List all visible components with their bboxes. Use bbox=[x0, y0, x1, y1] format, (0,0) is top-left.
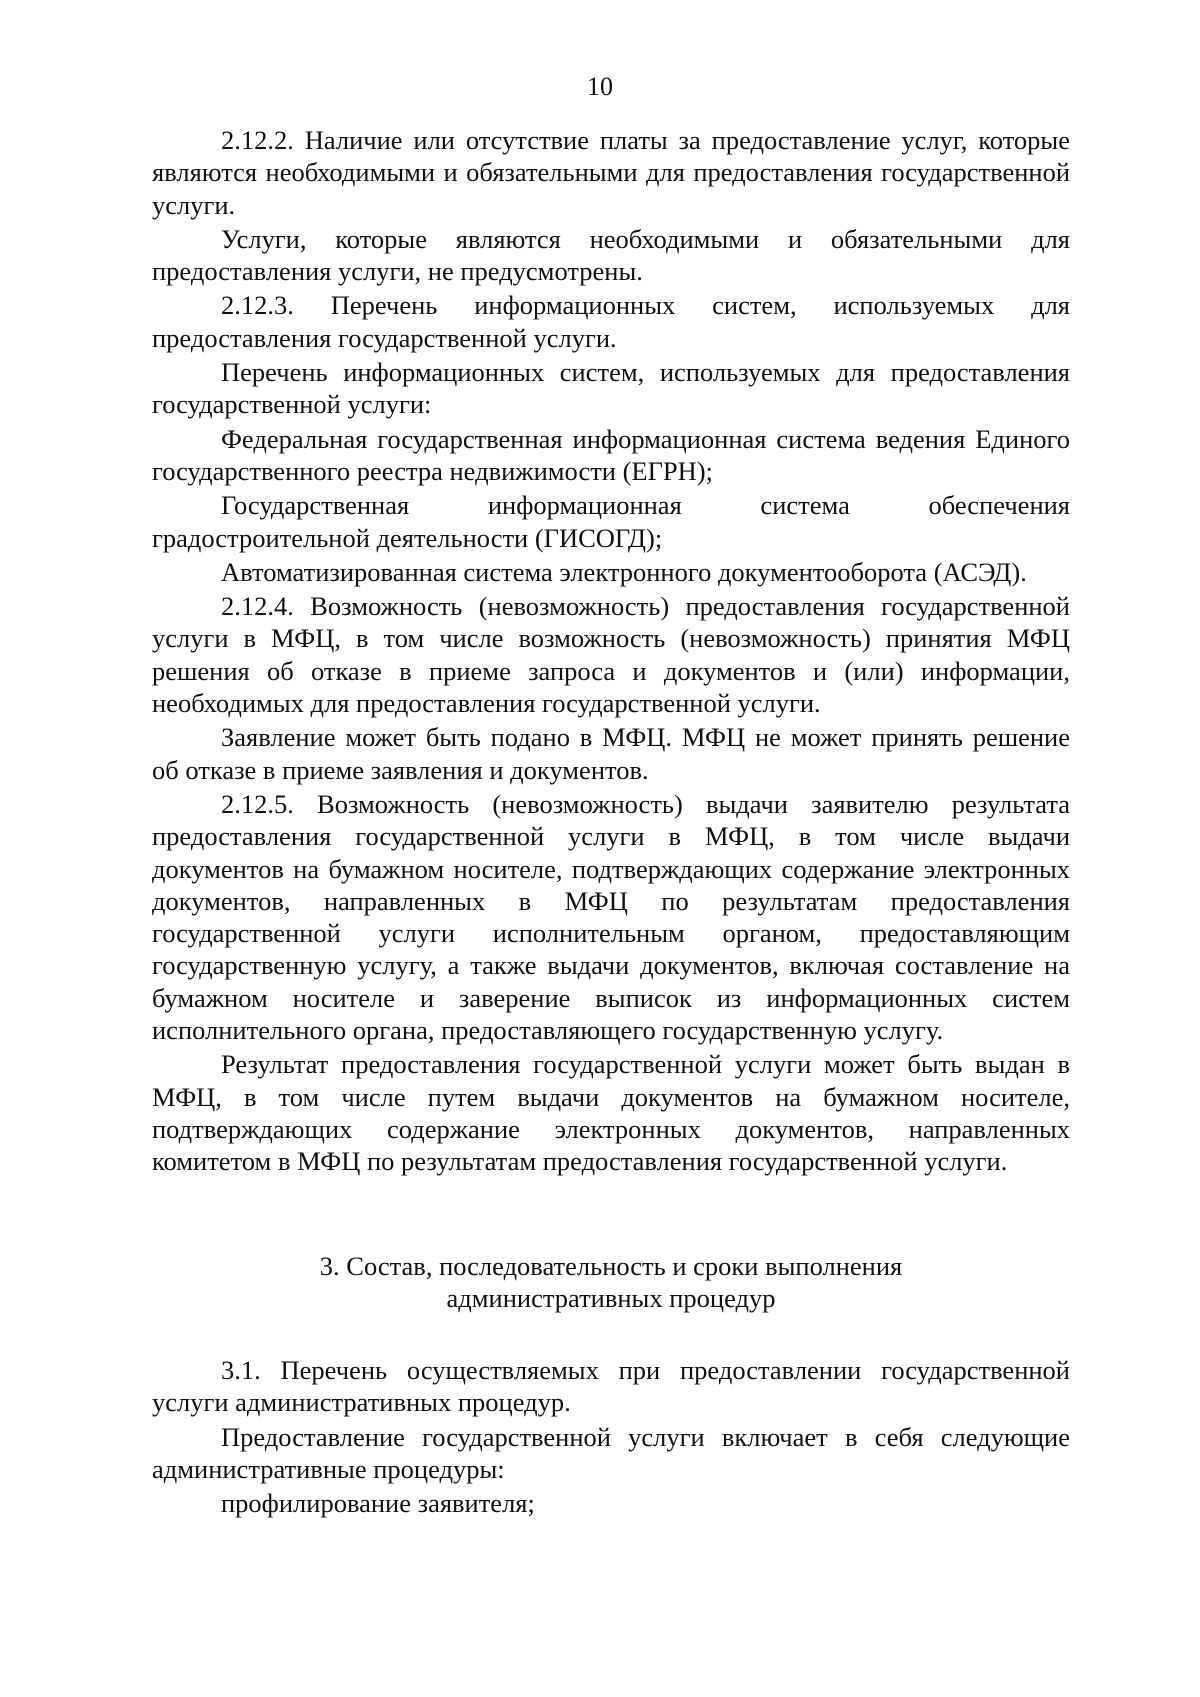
section-heading-line-2: административных процедур bbox=[446, 1282, 776, 1313]
paragraph-gisogd: Государственная информационная система обеспечения градостроительной деятельности (ГИСОГД); bbox=[152, 490, 1070, 553]
document-body bbox=[152, 124, 1070, 1522]
paragraph-egrn: Федеральная государственная информационная система ведения Единого государственного реестра недвижимости (ЕГРН); bbox=[152, 423, 1070, 486]
paragraph-services-not-provided: Услуги, которые являются необходимыми и обязательными для предоставления услуги, не предусмотрены. bbox=[152, 223, 1070, 287]
section-heading-line-1: 3. Состав, последовательность и сроки выполнения bbox=[319, 1250, 903, 1281]
paragraph-2-12-2: 2.12.2. Наличие или отсутствие платы за предоставление услуг, которые являются необходимыми и обязательными для предоставления государственной услуги. bbox=[152, 125, 1070, 220]
paragraph-profiling: профилирование заявителя; bbox=[221, 1488, 535, 1519]
paragraph-2-12-4: 2.12.4. Возможность (невозможность) предоставления государственной услуги в МФЦ, в том числе возможность (невозможность) принятия МФЦ решения об отказе в приеме запроса и документов и (или) информации, необходимых для предоставления государственной услуги. bbox=[152, 591, 1070, 719]
paragraph-result-issued-mfc: Результат предоставления государственной услуги может быть выдан в МФЦ, в том числе путем выдачи документов на бумажном носителе, подтверждающих содержание электронных документов, направленных комитетом в МФЦ по результатам предоставления государственной услуги. bbox=[152, 1049, 1070, 1177]
section-3-heading bbox=[152, 1250, 1070, 1315]
paragraph-procedures-intro: Предоставление государственной услуги включает в себя следующие административные процедуры: bbox=[152, 1421, 1070, 1484]
page-number: 10 bbox=[587, 72, 613, 101]
paragraph-ased: Автоматизированная система электронного документооборота (АСЭД). bbox=[221, 556, 1027, 587]
paragraph-mfc-application: Заявление может быть подано в МФЦ. МФЦ не может принять решение об отказе в приеме заявления и документов. bbox=[152, 722, 1070, 785]
paragraph-info-systems-list-intro: Перечень информационных систем, используемых для предоставления государственной услуги: bbox=[152, 357, 1070, 420]
paragraph-2-12-5: 2.12.5. Возможность (невозможность) выдачи заявителю результата предоставления государственной услуги в МФЦ, в том числе выдачи документов на бумажном носителе, подтверждающих содержание электронных документов, направленных в МФЦ по результатам предоставления государственной услуги исполнительным органом, предоставляющим государственную услугу, а также выдачи документов, включая составление на бумажном носителе и заверение выписок из информационных систем исполнительного органа, предоставляющего государственную услугу. bbox=[152, 788, 1070, 1046]
paragraph-3-1: 3.1. Перечень осуществляемых при предоставлении государственной услуги административных процедур. bbox=[152, 1355, 1070, 1418]
paragraph-2-12-3: 2.12.3. Перечень информационных систем, используемых для предоставления государственной услуги. bbox=[152, 290, 1070, 353]
